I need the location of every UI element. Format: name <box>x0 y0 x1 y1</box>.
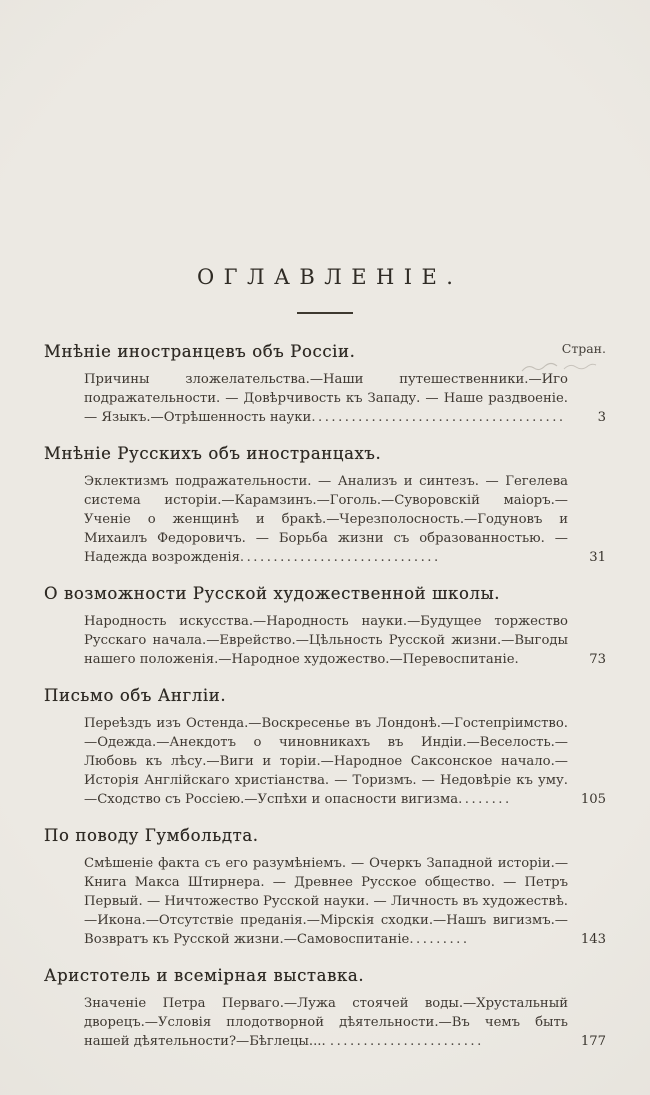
dot-leader: ......... <box>409 932 470 947</box>
table-of-contents <box>44 341 606 1051</box>
page-number: 31 <box>589 550 606 565</box>
toc-entry <box>44 825 606 949</box>
toc-entry-text: Причины зложелательства.—Наши путешественники.—Иго подражательности. — Довѣрчивость къ Западу. — Наше раздвоеніе. — Языкъ.—Отрѣшенность науки <box>84 372 568 425</box>
page-number: 105 <box>580 792 606 807</box>
toc-entry-text: Смѣшеніе факта съ его разумѣніемъ. — Очеркъ Западной исторіи.— Книга Макса Штирнера. — Древнее Русское общество. — Петръ Первый. — Ничтожество Русской науки. — Личность въ художествѣ.—Икона.—Отсутствіе преданія.—Мірскія сходки.—Нашъ вигизмъ.—Возвратъ къ Русской жизни.—Самовоспитаніе <box>84 856 568 947</box>
page-title: ОГЛАВЛЕНІЕ. <box>197 265 463 289</box>
toc-entry-summary <box>84 994 606 1051</box>
toc-entry-heading: По поводу Гумбольдта. <box>44 826 259 845</box>
dot-leader: .............................. <box>239 550 441 565</box>
toc-entry-summary <box>84 612 606 669</box>
toc-entry-text: Народность искусства.—Народность науки.—Будущее торжество Русскаго начала.—Еврейство.—Цѣльность Русской жизни.—Выгоды нашего положенія.—Народное художество.—Перевоспитаніе. <box>84 614 568 667</box>
toc-entry <box>44 341 606 427</box>
dot-leader: ...................................... <box>311 410 566 425</box>
toc-entry-text: Эклектизмъ подражательности. — Анализъ и синтезъ. — Гегелева система исторіи.—Карамзинъ.—Гоголь.—Суворовскій маіоръ.— Ученіе о женщинѣ и бракѣ.—Черезполосность.—Годуновъ и Михаилъ Федоровичъ. — Борьба жизни съ образованностью. — Надежда возрожденія <box>84 474 568 565</box>
dot-leader: ....................... <box>329 1034 484 1049</box>
toc-entry-heading: О возможности Русской художественной школы. <box>44 584 501 603</box>
page-number: 177 <box>580 1034 606 1049</box>
page-column-header: Стран. <box>561 341 606 356</box>
title-divider <box>297 312 353 314</box>
toc-entry <box>44 583 606 669</box>
page-number: 143 <box>580 932 606 947</box>
toc-entry <box>44 443 606 567</box>
toc-entry <box>44 685 606 809</box>
page-number: 3 <box>597 410 606 425</box>
toc-entry-summary <box>84 472 606 567</box>
page-number: 73 <box>589 652 606 667</box>
dot-leader: ........ <box>458 792 512 807</box>
toc-entry-text: Переѣздъ изъ Остенда.—Воскресенье въ Лондонѣ.—Гостепріимство.—Одежда.—Анекдотъ о чиновникахъ въ Индіи.—Веселость.— Любовь къ лѣсу.—Виги и торіи.—Народное Саксонское начало.— Исторія Англійскаго христіанства. — Торизмъ. — Недовѣріе къ уму.—Сходство съ Россіею.—Успѣхи и опасности вигизма <box>84 716 568 807</box>
toc-entry-summary <box>84 714 606 809</box>
toc-entry <box>44 965 606 1051</box>
toc-entry-text: Значеніе Петра Перваго.—Лужа стоячей воды.—Хрустальный дворецъ.—Условія плодотворной дѣятельности.—Въ чемъ быть нашей дѣятельности?—Бѣглецы.... <box>84 996 568 1049</box>
toc-entry-heading: Аристотель и всемірная выставка. <box>44 966 365 985</box>
toc-entry-summary <box>84 370 606 427</box>
toc-entry-heading: Письмо объ Англіи. <box>44 686 227 705</box>
toc-entry-heading: Мнѣніе Русскихъ объ иностранцахъ. <box>44 444 382 463</box>
toc-entry-summary <box>84 854 606 949</box>
toc-entry-heading: Мнѣніе иностранцевъ объ Россіи. <box>44 342 356 361</box>
